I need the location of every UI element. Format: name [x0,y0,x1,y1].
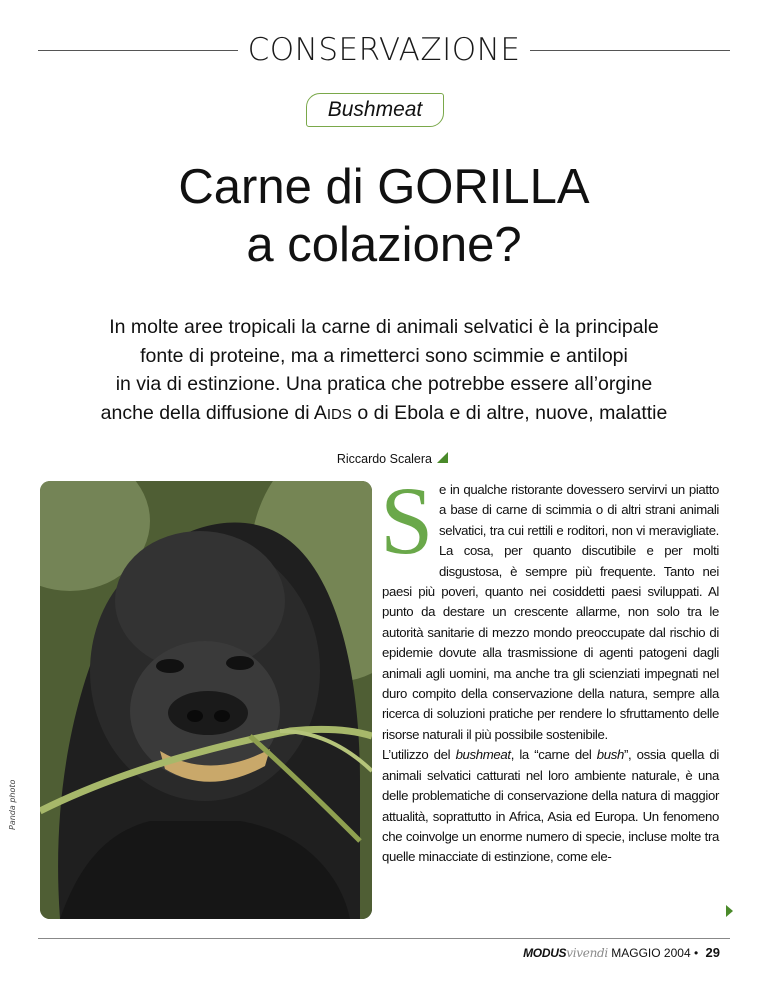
footer-separator: • [693,946,699,960]
lead-smallcaps: IDS [326,405,352,423]
title-line-1: Carne di GORILLA [178,160,590,214]
body-paragraph-2 [382,745,719,867]
p2-part-c: , la “carne del [510,747,597,763]
lead-line-3: in via di estinzione. Una pratica che potrebbe essere all’orgine [115,373,653,395]
issue-date: MAGGIO 2004 [611,946,691,960]
footer-rule [38,938,730,939]
section-title: CONSERVAZIONE [247,32,521,68]
continue-arrow-icon [726,905,733,917]
lead-line-1: In molte aree tropicali la carne di animali selvatici è la principale [109,316,659,338]
lead-line-4a: anche della diffusione di A [100,401,327,424]
photo-credit: Panda photo [8,779,17,830]
drop-cap: S [380,467,434,574]
body-paragraph-1 [380,467,719,745]
page-number: 29 [705,945,720,960]
section-rule-right [530,50,730,51]
section-rule-left [38,50,238,51]
section-header [38,30,730,70]
triangle-marker-icon [437,452,448,463]
p2-italic-bushmeat: bushmeat [455,747,511,763]
paragraph-1-text: e in qualche ristorante dovessero servirvi un piatto a base di carne di scimmia o di altri strani animali selvatici, tra cui rettili e roditori, non vi meravigliate. La cosa, per quanto discutibile e per molti disgustosa, è sempre più frequente. Tanto nei paesi più poveri, quanto nei cosiddetti paesi sviluppati. Al punto da destare un crescente allarme, non solo tra le autorità sanitarie di mezzo mondo preoccupate dal rischio di epidemie dovute alla trasmissione di agenti patogeni dagli animali agli uomini, ma anche tra gli scienziati impegnati nel duro compito della conservazione della natura, sempre alla ricerca di soluzioni pratiche per rendere lo sfruttamento delle risorse naturali il più possibile sostenibile. [382,482,719,742]
lead-line-2: fonte di proteine, ma a rimetterci sono scimmie e antilopi [140,344,628,367]
author-byline: Riccardo Scalera [336,452,432,466]
p2-italic-bush: bush [596,747,624,763]
page-footer [0,945,720,960]
logo-script: vivendi [566,946,608,960]
p2-part-e: ”, ossia quella di animali selvatici catturati nel loro ambiente naturale, è una delle problematiche di conservazione della natura di maggior attualità, soprattutto in Africa, Asia ed Europa. Un fenomeno che coinvolge un enorme numero di specie, incluse molte tra quelle minacciate di estinzione, come ele- [382,747,719,865]
article-title [0,158,768,274]
topic-tag: Bushmeat [306,93,444,127]
gorilla-photo [40,481,372,919]
p2-part-a: L’utilizzo del [382,747,456,763]
logo-main: MODUS [523,946,567,960]
lead-line-4b: o di Ebola e di altre, nuove, malattie [351,401,668,424]
article-body [380,467,719,868]
article-lead [20,313,748,429]
title-line-2: a colazione? [246,218,522,272]
gorilla-illustration [40,481,372,919]
magazine-logo [523,946,608,960]
